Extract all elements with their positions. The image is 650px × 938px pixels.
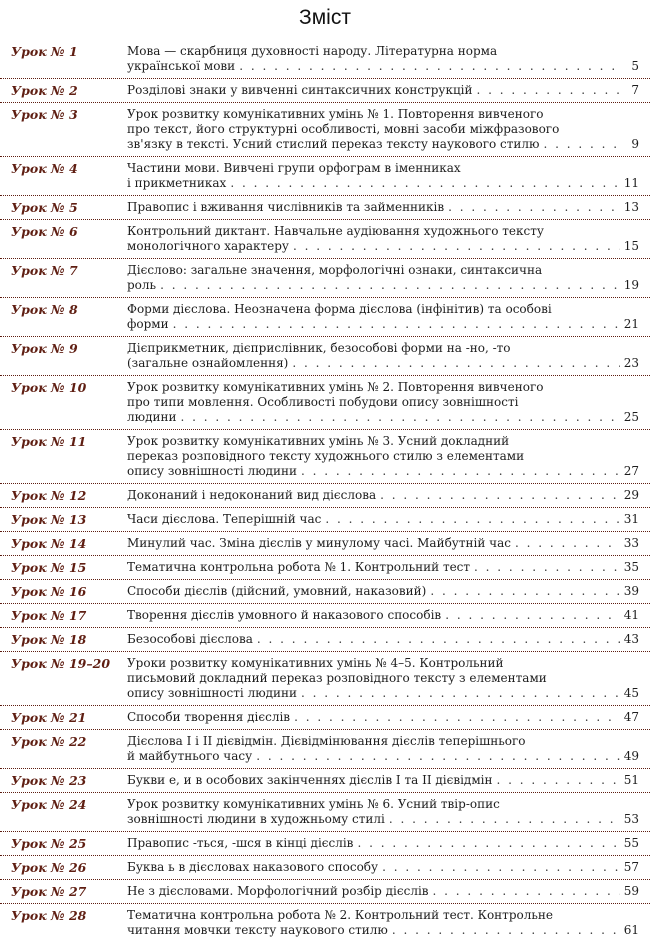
page-number: 27 [623, 464, 639, 478]
entry-title-line: зв'язку в тексті. Усний стислий переказ тексту наукового стилю [127, 137, 540, 151]
entry-title-last-line [127, 560, 639, 575]
page-number: 29 [623, 488, 639, 502]
lesson-number: Урок № 25 [11, 836, 87, 851]
entry-title-last-line [127, 83, 639, 98]
lesson-number: Урок № 10 [11, 380, 87, 395]
dot-leader [392, 923, 620, 938]
lesson-number: Урок № 8 [11, 302, 78, 317]
entry-title-line: Букви е, и в особових закінченнях дієслів I та II дієвідмін [127, 773, 493, 787]
row-divider [0, 651, 650, 652]
lesson-number: Урок № 6 [11, 224, 78, 239]
entry-title-line: Урок розвитку комунікативних умінь № 3. Усний докладний [127, 434, 510, 448]
page-number: 55 [623, 836, 639, 850]
dot-leader [230, 176, 619, 191]
entry-title-last-line [127, 836, 639, 851]
page-number: 53 [623, 812, 639, 826]
entry-title-last-line [127, 584, 639, 599]
lesson-number: Урок № 5 [11, 200, 78, 215]
dot-leader [239, 59, 621, 74]
entry-title-last-line [127, 884, 639, 899]
page-number: 57 [623, 860, 639, 874]
dot-leader [430, 584, 619, 599]
entry-title-line: Дієприкметник, дієприслівник, безособові форми на -но, -то [127, 341, 511, 355]
dot-leader [301, 464, 620, 479]
entry-title-line: Не з дієсловами. Морфологічний розбір дієслів [127, 884, 429, 898]
dot-leader [256, 749, 620, 764]
page-number: 15 [623, 239, 639, 253]
entry-title-line: української мови [127, 59, 236, 73]
row-divider [0, 219, 650, 220]
entry-title [127, 734, 639, 764]
row-divider [0, 156, 650, 157]
entry-title-line: Форми дієслова. Неозначена форма дієслова (інфінітив) та особові [127, 302, 552, 316]
lesson-number: Урок № 24 [11, 797, 87, 812]
row-divider [0, 78, 650, 79]
row-divider [0, 579, 650, 580]
entry-title-line: Творення дієслів умовного й наказового способів [127, 608, 442, 622]
lesson-number: Урок № 16 [11, 584, 87, 599]
entry-title-line: Урок розвитку комунікативних умінь № 2. Повторення вивченого [127, 380, 544, 394]
lesson-number: Урок № 23 [11, 773, 87, 788]
row-divider [0, 483, 650, 484]
lesson-number: Урок № 11 [11, 434, 87, 449]
entry-title [127, 380, 639, 425]
page-number: 13 [623, 200, 639, 214]
dot-leader [293, 239, 620, 254]
page-number: 35 [623, 560, 639, 574]
dot-leader [477, 83, 621, 98]
lesson-number: Урок № 9 [11, 341, 78, 356]
entry-title-line: Способи творення дієслів [127, 710, 291, 724]
entry-title-line: форми [127, 317, 169, 331]
dot-leader [474, 560, 620, 575]
lesson-number: Урок № 28 [11, 908, 87, 923]
dot-leader [515, 536, 620, 551]
dot-leader [445, 608, 620, 623]
page-number: 19 [623, 278, 639, 292]
entry-title-line: зовнішності людини в художньому стилі [127, 812, 385, 826]
entry-title [127, 632, 639, 647]
lesson-number: Урок № 14 [11, 536, 87, 551]
lesson-number: Урок № 7 [11, 263, 78, 278]
dot-leader [257, 632, 620, 647]
entry-title-line: читання мовчки тексту наукового стилю [127, 923, 388, 937]
page-number: 47 [623, 710, 639, 724]
entry-title-last-line [127, 464, 639, 479]
entry-title [127, 200, 639, 215]
entry-title [127, 860, 639, 875]
entry-title-line: Розділові знаки у вивченні синтаксичних конструкцій [127, 83, 473, 97]
page-title: Зміст [299, 6, 351, 29]
entry-title-line: і прикметниках [127, 176, 227, 190]
entry-title [127, 536, 639, 551]
entry-title [127, 341, 639, 371]
entry-title-last-line [127, 512, 639, 527]
entry-title-line: Доконаний і недоконаний вид дієслова [127, 488, 377, 502]
entry-title-last-line [127, 608, 639, 623]
entry-title-line: Мова — скарбниця духовності народу. Літературна норма [127, 44, 498, 58]
row-divider [0, 258, 650, 259]
entry-title-line: й майбутнього часу [127, 749, 253, 763]
page-number: 43 [623, 632, 639, 646]
entry-title-last-line [127, 176, 639, 191]
dot-leader [448, 200, 620, 215]
page-number: 59 [623, 884, 639, 898]
entry-title [127, 584, 639, 599]
row-divider [0, 102, 650, 103]
entry-title [127, 656, 639, 701]
entry-title-line: Правопис -ться, -шся в кінці дієслів [127, 836, 354, 850]
dot-leader [180, 410, 619, 425]
entry-title-line: переказ розповідного тексту художнього стилю з елементами [127, 449, 525, 463]
entry-title-line: роль [127, 278, 157, 292]
entry-title [127, 263, 639, 293]
entry-title-line: монологічного характеру [127, 239, 289, 253]
entry-title-line: Дієслово: загальне значення, морфологічні ознаки, синтаксична [127, 263, 543, 277]
page-number: 7 [631, 83, 639, 97]
row-divider [0, 792, 650, 793]
entry-title-last-line [127, 686, 639, 701]
entry-title-line: Урок розвитку комунікативних умінь № 6. Усний твір-опис [127, 797, 500, 811]
lesson-number: Урок № 4 [11, 161, 78, 176]
row-divider [0, 729, 650, 730]
page-number: 51 [623, 773, 639, 787]
row-divider [0, 531, 650, 532]
page-number: 61 [623, 923, 639, 937]
entry-title-last-line [127, 137, 639, 152]
entry-title-last-line [127, 812, 639, 827]
row-divider [0, 195, 650, 196]
lesson-number: Урок № 19–20 [11, 656, 111, 671]
entry-title-line: про типи мовлення. Особливості побудови опису зовнішності [127, 395, 519, 409]
row-divider [0, 375, 650, 376]
dot-leader [497, 773, 620, 788]
page-number: 21 [623, 317, 639, 331]
entry-title-line: Контрольний диктант. Навчальне аудіювання художнього тексту [127, 224, 544, 238]
entry-title [127, 908, 639, 938]
row-divider [0, 297, 650, 298]
page-number: 23 [623, 356, 639, 370]
page-number: 5 [631, 59, 639, 73]
dot-leader [173, 317, 620, 332]
lesson-number: Урок № 13 [11, 512, 87, 527]
lesson-number: Урок № 27 [11, 884, 87, 899]
entry-title-last-line [127, 317, 639, 332]
lesson-number: Урок № 26 [11, 860, 87, 875]
entry-title-line: людини [127, 410, 177, 424]
entry-title-line: Урок розвитку комунікативних умінь № 1. Повторення вивченого [127, 107, 544, 121]
entry-title-last-line [127, 710, 639, 725]
entry-title-line: про текст, його структурні особливості, мовні засоби міжфразового [127, 122, 560, 136]
entry-title-last-line [127, 860, 639, 875]
page-number: 45 [623, 686, 639, 700]
entry-title-last-line [127, 239, 639, 254]
entry-title [127, 488, 639, 503]
page-number: 49 [623, 749, 639, 763]
page-number: 25 [623, 410, 639, 424]
entry-title [127, 836, 639, 851]
entry-title [127, 710, 639, 725]
page-number: 9 [631, 137, 639, 151]
entry-title [127, 302, 639, 332]
entry-title [127, 434, 639, 479]
entry-title-last-line [127, 923, 639, 938]
entry-title [127, 83, 639, 98]
entry-title-last-line [127, 773, 639, 788]
entry-title-line: Часи дієслова. Теперішній час [127, 512, 322, 526]
entry-title [127, 884, 639, 899]
entry-title-line: Уроки розвитку комунікативних умінь № 4–5. Контрольний [127, 656, 504, 670]
entry-title-last-line [127, 59, 639, 74]
dot-leader [389, 812, 620, 827]
entry-title [127, 608, 639, 623]
page-number: 31 [623, 512, 639, 526]
entry-title-line: опису зовнішності людини [127, 464, 298, 478]
dot-leader [292, 356, 619, 371]
entry-title-line: Минулий час. Зміна дієслів у минулому часі. Майбутній час [127, 536, 511, 550]
row-divider [0, 603, 650, 604]
lesson-number: Урок № 1 [11, 44, 78, 59]
entry-title-line: письмовий докладний переказ розповідного тексту з елементами [127, 671, 547, 685]
lesson-number: Урок № 17 [11, 608, 87, 623]
lesson-number: Урок № 18 [11, 632, 87, 647]
entry-title [127, 224, 639, 254]
lesson-number: Урок № 15 [11, 560, 87, 575]
entry-title-line: Безособові дієслова [127, 632, 253, 646]
entry-title-line: Способи дієслів (дійсний, умовний, наказовий) [127, 584, 427, 598]
row-divider [0, 705, 650, 706]
entry-title-last-line [127, 749, 639, 764]
row-divider [0, 555, 650, 556]
entry-title [127, 560, 639, 575]
entry-title-last-line [127, 356, 639, 371]
entry-title [127, 161, 639, 191]
entry-title-line: Тематична контрольна робота № 2. Контрольний тест. Контрольне [127, 908, 553, 922]
row-divider [0, 507, 650, 508]
entry-title [127, 107, 639, 152]
entry-title-line: Тематична контрольна робота № 1. Контрольний тест [127, 560, 471, 574]
entry-title-line: Частини мови. Вивчені групи орфограм в іменниках [127, 161, 461, 175]
row-divider [0, 879, 650, 880]
dot-leader [380, 488, 620, 503]
dot-leader [294, 710, 620, 725]
entry-title-last-line [127, 410, 639, 425]
lesson-number: Урок № 2 [11, 83, 78, 98]
dot-leader [301, 686, 620, 701]
entry-title-line: Буква ь в дієсловах наказового способу [127, 860, 379, 874]
dot-leader [382, 860, 620, 875]
row-divider [0, 831, 650, 832]
entry-title-line: Дієслова I і II дієвідмін. Дієвідмінювання дієслів теперішнього [127, 734, 526, 748]
entry-title [127, 44, 639, 74]
entry-title [127, 797, 639, 827]
row-divider [0, 627, 650, 628]
dot-leader [160, 278, 620, 293]
entry-title-last-line [127, 278, 639, 293]
entry-title-last-line [127, 632, 639, 647]
entry-title-line: (загальне ознайомлення) [127, 356, 289, 370]
page-number: 33 [623, 536, 639, 550]
lesson-number: Урок № 3 [11, 107, 78, 122]
lesson-number: Урок № 21 [11, 710, 87, 725]
dot-leader [357, 836, 619, 851]
row-divider [0, 903, 650, 904]
lesson-number: Урок № 22 [11, 734, 87, 749]
dot-leader [433, 884, 620, 899]
row-divider [0, 429, 650, 430]
row-divider [0, 768, 650, 769]
page-number: 41 [623, 608, 639, 622]
entry-title-last-line [127, 200, 639, 215]
entry-title-last-line [127, 536, 639, 551]
entry-title [127, 512, 639, 527]
entry-title-line: опису зовнішності людини [127, 686, 298, 700]
entry-title-last-line [127, 488, 639, 503]
row-divider [0, 855, 650, 856]
dot-leader [543, 137, 621, 152]
dot-leader [325, 512, 619, 527]
row-divider [0, 336, 650, 337]
entry-title-line: Правопис і вживання числівників та займенників [127, 200, 445, 214]
lesson-number: Урок № 12 [11, 488, 87, 503]
page-number: 11 [623, 176, 639, 190]
page-number: 39 [623, 584, 639, 598]
entry-title [127, 773, 639, 788]
